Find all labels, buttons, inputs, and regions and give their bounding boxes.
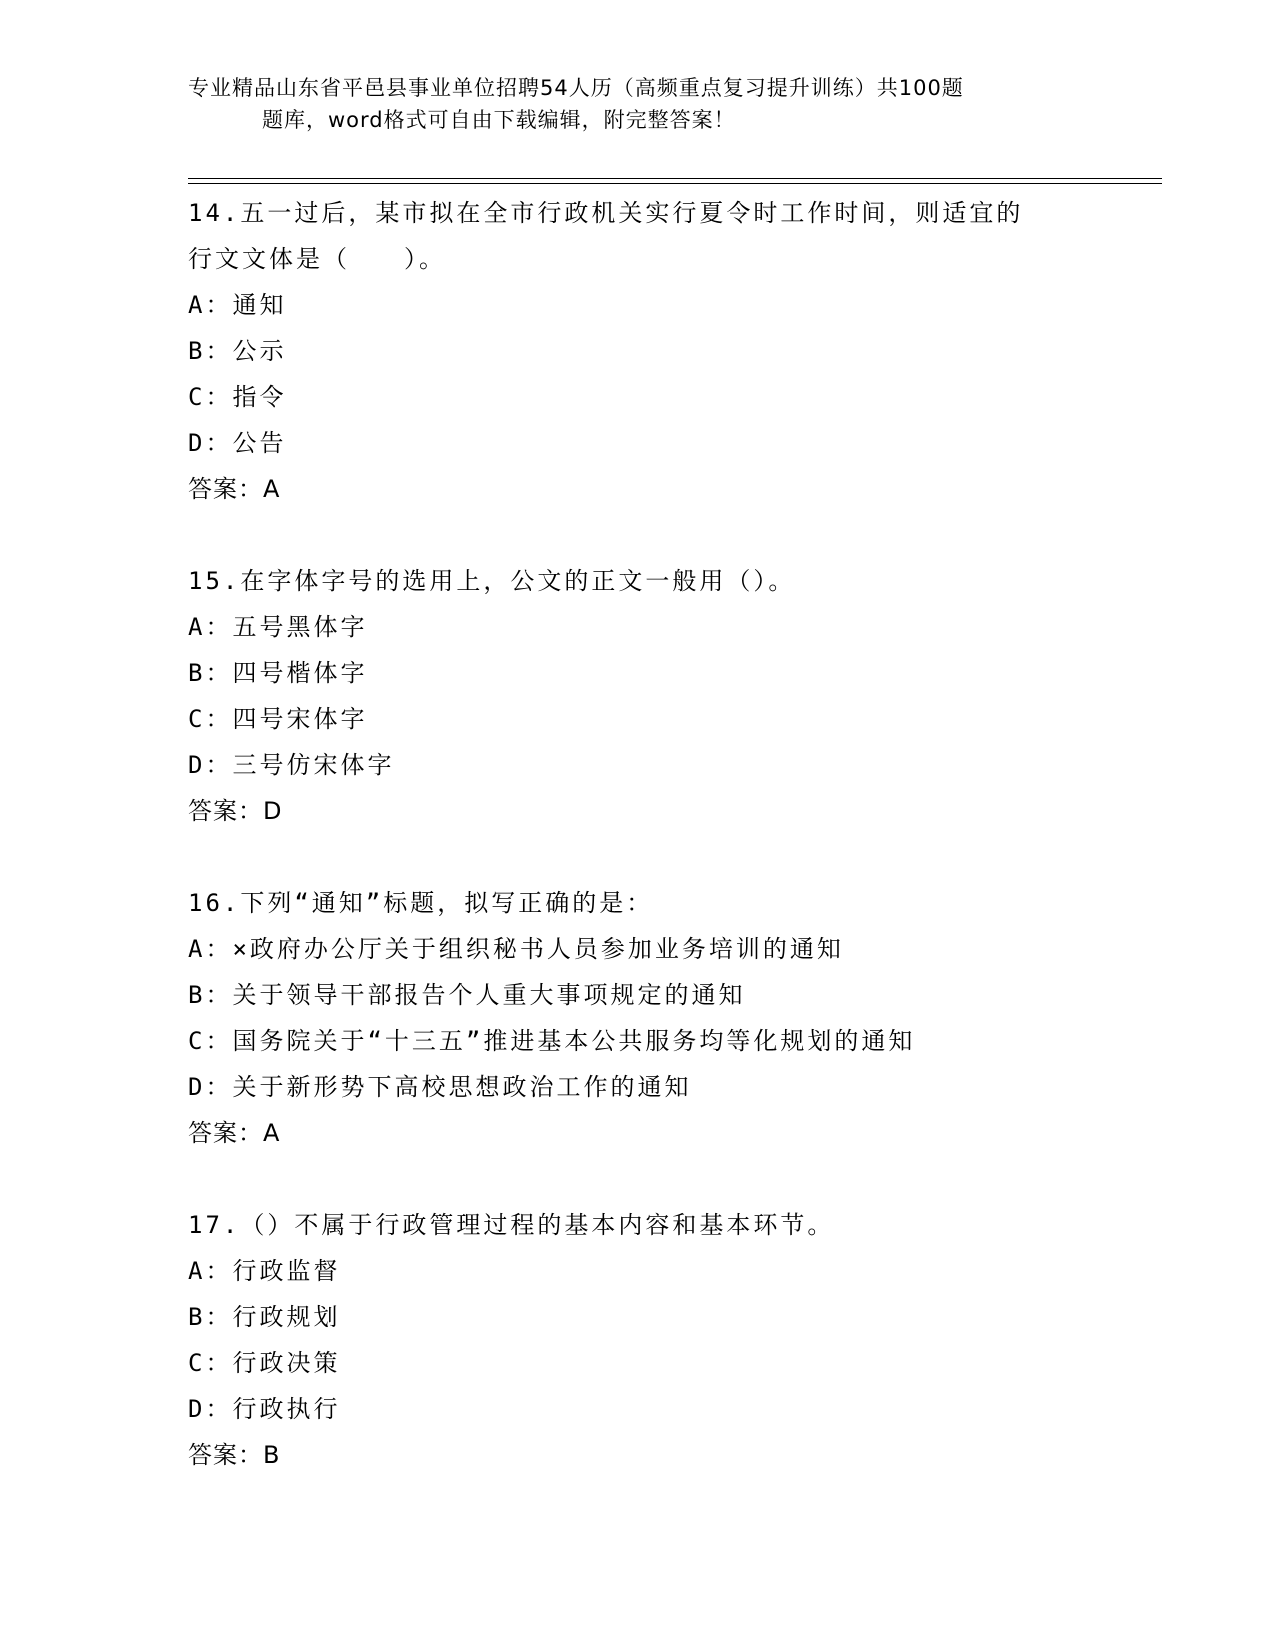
answer: 答案：D <box>188 797 283 825</box>
answer: 答案：B <box>188 1441 281 1469</box>
question-stem-continued: 行文文体是（ ）。 <box>188 245 446 273</box>
question-15 <box>188 558 1088 834</box>
spacer <box>188 1156 1088 1202</box>
question-stem: 14.五一过后，某市拟在全市行政机关实行夏令时工作时间，则适宜的 <box>188 199 1024 227</box>
option-c: C：指令 <box>188 383 287 411</box>
header-line-2: 题库，word格式可自由下载编辑，附完整答案！ <box>262 108 736 132</box>
answer: 答案：A <box>188 1119 281 1147</box>
header-line-1: 专业精品山东省平邑县事业单位招聘54人历（高频重点复习提升训练）共100题 <box>188 76 964 100</box>
spacer <box>188 512 1088 558</box>
option-b: B：关于领导干部报告个人重大事项规定的通知 <box>188 981 746 1009</box>
header-rule-top <box>188 178 1162 179</box>
document-header <box>188 72 1088 136</box>
question-14 <box>188 190 1088 512</box>
question-stem: 17.（）不属于行政管理过程的基本内容和基本环节。 <box>188 1211 835 1239</box>
option-c: C：行政决策 <box>188 1349 341 1377</box>
option-a: A：行政监督 <box>188 1257 341 1285</box>
option-a: A：通知 <box>188 291 287 319</box>
option-b: B：公示 <box>188 337 287 365</box>
option-b: B：行政规划 <box>188 1303 341 1331</box>
header-rule-bottom <box>188 183 1162 184</box>
option-d: D：关于新形势下高校思想政治工作的通知 <box>188 1073 692 1101</box>
option-a: A：×政府办公厅关于组织秘书人员参加业务培训的通知 <box>188 935 844 963</box>
option-c: C：四号宋体字 <box>188 705 368 733</box>
question-17 <box>188 1202 1088 1478</box>
question-stem: 15.在字体字号的选用上，公文的正文一般用（）。 <box>188 567 796 595</box>
spacer <box>188 834 1088 880</box>
answer: 答案：A <box>188 475 281 503</box>
option-d: D：行政执行 <box>188 1395 341 1423</box>
question-list <box>188 190 1088 1478</box>
question-stem: 16.下列“通知”标题，拟写正确的是： <box>188 889 654 917</box>
question-16 <box>188 880 1088 1156</box>
option-c: C：国务院关于“十三五”推进基本公共服务均等化规划的通知 <box>188 1027 916 1055</box>
option-a: A：五号黑体字 <box>188 613 368 641</box>
option-d: D：公告 <box>188 429 287 457</box>
option-b: B：四号楷体字 <box>188 659 368 687</box>
option-d: D：三号仿宋体字 <box>188 751 395 779</box>
